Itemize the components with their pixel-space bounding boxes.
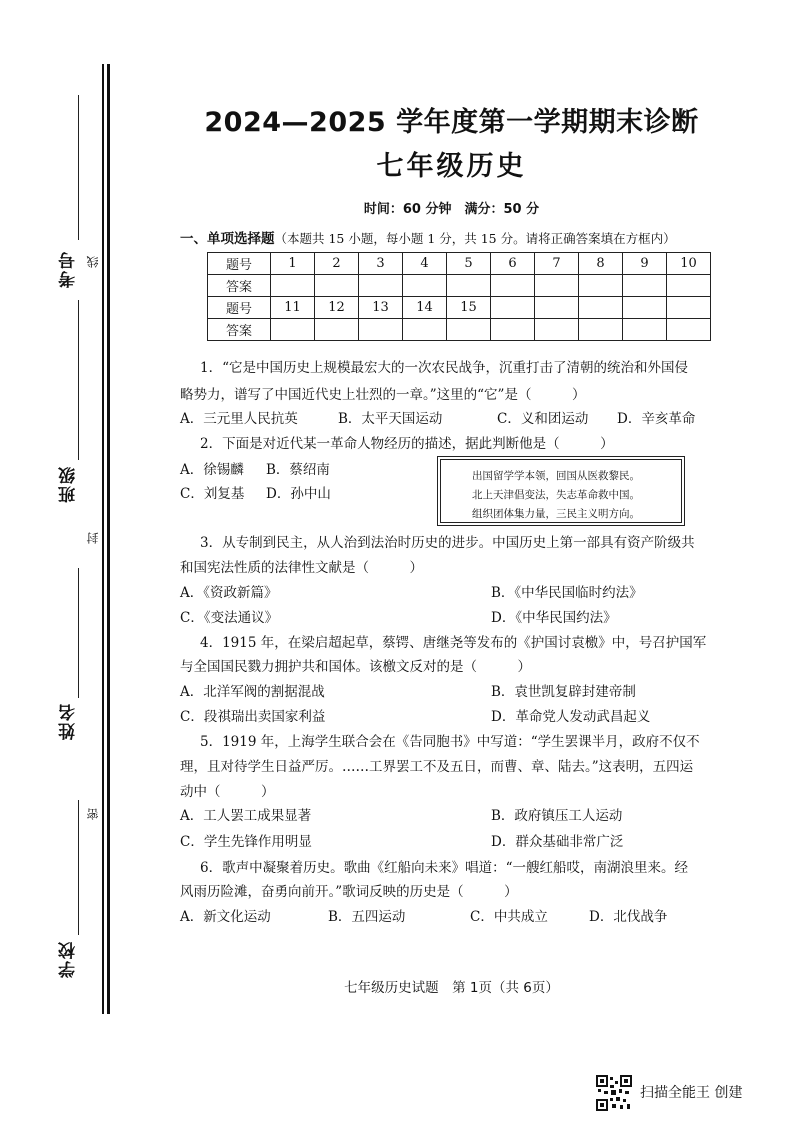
q2-stem: 2．下面是对近代某一革命人物经历的描述，据此判断他是（ ） [200, 436, 614, 452]
q5-stem-line3: 动中（ ） [180, 784, 275, 800]
binding-line [102, 64, 104, 1014]
answer-cell-8[interactable] [579, 275, 623, 297]
q4-option-b: B．袁世凯复辟封建帝制 [491, 684, 636, 700]
class-label: 班级 [59, 465, 79, 503]
q2-option-c: C．刘复基 [180, 486, 245, 502]
table-cell: 7 [535, 253, 579, 275]
table-cell [667, 297, 711, 319]
table-cell-empty [623, 319, 667, 341]
q1-stem-line2: 略势力，谱写了中国近代史上壮烈的一章。”这里的“它”是（ ） [180, 387, 586, 403]
table-cell: 5 [447, 253, 491, 275]
answer-cell-15[interactable] [447, 319, 491, 341]
name-line [78, 568, 79, 698]
table-cell: 1 [271, 253, 315, 275]
q1-stem-line1: 1．“它是中国历史上规模最宏大的一次农民战争，沉重打击了清朝的统治和外国侵 [200, 360, 688, 376]
table-header-q: 题号 [208, 297, 271, 319]
answer-cell-9[interactable] [623, 275, 667, 297]
q4-stem-line2: 与全国国民戮力拥护共和国体。该檄文反对的是（ ） [180, 659, 531, 675]
table-cell: 12 [315, 297, 359, 319]
section1-heading: 一、单项选择题 [180, 231, 275, 247]
q3-option-a: A．《资政新篇》 [180, 585, 278, 601]
q2-option-b: B．蔡绍南 [266, 462, 330, 478]
q6-stem-line1: 6．歌声中凝聚着历史。歌曲《红船向未来》唱道：“一艘红船哎，南湖浪里来。经 [200, 860, 688, 876]
q2-option-a: A．徐锡麟 [180, 462, 244, 478]
table-header-q: 题号 [208, 253, 271, 275]
q4-option-a: A．北洋军阀的割据混战 [180, 684, 325, 700]
answer-cell-14[interactable] [403, 319, 447, 341]
q6-option-d: D．北伐战争 [589, 909, 668, 925]
table-cell: 6 [491, 253, 535, 275]
table-cell-empty [535, 319, 579, 341]
q3-stem-line1: 3．从专制到民主，从人治到法治时历史的进步。中国历史上第一部具有资产阶级共 [200, 535, 695, 551]
answer-cell-3[interactable] [359, 275, 403, 297]
qr-code-icon [596, 1075, 632, 1111]
answer-cell-6[interactable] [491, 275, 535, 297]
table-cell: 15 [447, 297, 491, 319]
section1-instruction: （本题共 15 小题，每小题 1 分，共 15 分。请将正确答案填在方框内） [274, 231, 676, 246]
q6-option-a: A．新文化运动 [180, 909, 271, 925]
q4-option-c: C．段祺瑞出卖国家利益 [180, 709, 326, 725]
q4-stem-line1: 4．1915 年，在梁启超起草，蔡锷、唐继尧等发布的《护国讨袁檄》中，号召护国军 [200, 635, 707, 651]
seal-feng-mark: 封 [86, 532, 100, 544]
table-cell [491, 297, 535, 319]
table-cell: 11 [271, 297, 315, 319]
q2-quote-line3: 组织团体集力量，三民主义明方向。 [472, 508, 640, 520]
table-cell: 8 [579, 253, 623, 275]
answer-cell-10[interactable] [667, 275, 711, 297]
q5-stem-line1: 5．1919 年，上海学生联合会在《告同胞书》中写道：“学生罢课半月，政府不仅不 [200, 734, 700, 750]
table-cell-empty [579, 319, 623, 341]
name-label: 姓名 [59, 702, 79, 740]
seal-mi-mark: 密 [86, 808, 100, 820]
q5-option-c: C．学生先锋作用明显 [180, 834, 312, 850]
section1-title [180, 233, 676, 247]
q6-stem-line2: 风雨历险滩，奋勇向前开。”歌词反映的历史是（ ） [180, 884, 518, 900]
answer-table-row [208, 275, 711, 297]
exam-meta: 时间：60 分钟 满分：50 分 [363, 202, 540, 217]
table-cell [579, 297, 623, 319]
q1-option-a: A．三元里人民抗英 [180, 411, 298, 427]
seal-line-mark: 线 [86, 256, 100, 268]
table-cell: 3 [359, 253, 403, 275]
q1-option-b: B．太平天国运动 [338, 411, 443, 427]
q3-option-c: C．《变法通议》 [180, 610, 279, 626]
answer-cell-12[interactable] [315, 319, 359, 341]
answer-cell-13[interactable] [359, 319, 403, 341]
q2-quote-line1: 出国留学学本领，回国从医救黎民。 [472, 470, 640, 482]
exam-number-line [78, 95, 79, 240]
answer-table-row [208, 319, 711, 341]
q5-option-b: B．政府镇压工人运动 [491, 808, 623, 824]
table-cell: 13 [359, 297, 403, 319]
table-cell: 4 [403, 253, 447, 275]
q3-stem-line2: 和国宪法性质的法律性文献是（ ） [180, 560, 423, 576]
answer-table-row [208, 253, 711, 275]
exam-title: 2024—2025 学年度第一学期期末诊断 [204, 107, 699, 138]
q2-quote-box [437, 456, 685, 526]
q3-option-d: D．《中华民国约法》 [491, 610, 617, 626]
table-header-a: 答案 [208, 319, 271, 341]
table-header-a: 答案 [208, 275, 271, 297]
exam-number-label: 考号 [59, 250, 79, 288]
q3-option-b: B．《中华民国临时约法》 [491, 585, 643, 601]
table-cell [623, 297, 667, 319]
q5-stem-line2: 理，且对待学生日益严厉。……工界罢工不及五日，而曹、章、陆去。”这表明，五四运 [180, 759, 694, 775]
table-cell [535, 297, 579, 319]
q2-quote-line2: 北上天津倡变法，失志革命救中国。 [472, 489, 640, 501]
class-line [78, 300, 79, 460]
table-cell-empty [491, 319, 535, 341]
table-cell: 14 [403, 297, 447, 319]
q2-option-d: D．孙中山 [266, 486, 331, 502]
answer-table [207, 252, 711, 341]
answer-cell-5[interactable] [447, 275, 491, 297]
answer-cell-7[interactable] [535, 275, 579, 297]
q4-option-d: D．革命党人发动武昌起义 [491, 709, 651, 725]
table-cell-empty [667, 319, 711, 341]
exam-subtitle: 七年级历史 [376, 151, 527, 182]
table-cell: 2 [315, 253, 359, 275]
table-cell: 9 [623, 253, 667, 275]
page-footer: 七年级历史试题 第 1页（共 6页） [344, 980, 559, 996]
scanner-watermark-text: 扫描全能王 创建 [640, 1085, 743, 1101]
answer-cell-1[interactable] [271, 275, 315, 297]
answer-cell-11[interactable] [271, 319, 315, 341]
table-cell: 10 [667, 253, 711, 275]
q5-option-d: D．群众基础非常广泛 [491, 834, 624, 850]
q6-option-b: B．五四运动 [328, 909, 406, 925]
answer-table-row [208, 297, 711, 319]
q1-option-c: C．义和团运动 [497, 411, 589, 427]
q6-option-c: C．中共成立 [470, 909, 548, 925]
q5-option-a: A．工人罢工成果显著 [180, 808, 312, 824]
q1-option-d: D．辛亥革命 [617, 411, 696, 427]
school-label: 学校 [59, 940, 79, 978]
answer-cell-4[interactable] [403, 275, 447, 297]
answer-cell-2[interactable] [315, 275, 359, 297]
school-line [78, 800, 79, 935]
